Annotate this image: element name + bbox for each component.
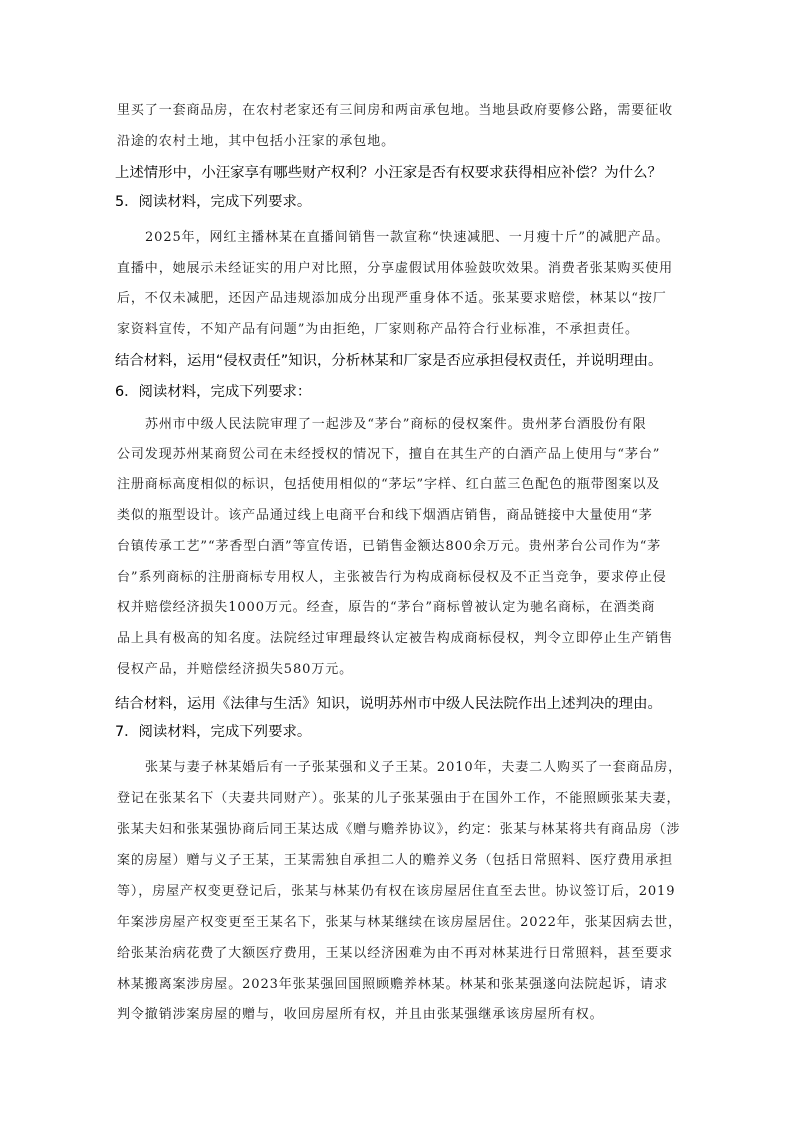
- material-line: 判令撤销涉案房屋的赠与，收回房屋所有权，并且由张某强继承该房屋所有权。: [117, 1007, 604, 1022]
- material-line: 权并赔偿经济损失1000万元。经查，原告的“茅台”商标曾被认定为驰名商标，在酒类商: [117, 600, 656, 615]
- question-heading: 6．阅读材料，完成下列要求：: [115, 384, 312, 400]
- material-line: 公司发现苏州某商贸公司在未经授权的情况下，擅自在其生产的白酒产品上使用与“茅台”: [117, 447, 661, 462]
- question-heading: 7．阅读材料，完成下列要求。: [115, 724, 312, 740]
- material-line: 林某搬离案涉房屋。2023年张某强回国照顾赡养林某。林某和张某强遂向法院起诉，请求: [117, 977, 668, 992]
- question-prompt: 上述情形中，小汪家享有哪些财产权利？小汪家是否有权要求获得相应补偿？为什么？: [115, 165, 662, 181]
- material-line: 张某与妻子林某婚后有一子张某强和义子王某。2010年，夫妻二人购买了一套商品房，: [145, 760, 683, 775]
- question-prompt: 结合材料，运用“侵权责任”知识，分析林某和厂家是否应承担侵权责任，并说明理由。: [115, 353, 663, 369]
- material-line: 里买了一套商品房，在农村老家还有三间房和两亩承包地。当地县政府要修公路，需要征收: [117, 103, 674, 118]
- material-line: 侵权产品，并赔偿经济损失580万元。: [117, 662, 354, 677]
- material-line: 苏州市中级人民法院审理了一起涉及“茅台”商标的侵权案件。贵州茅台酒股份有限: [145, 417, 647, 432]
- material-line: 台镇传承工艺”“茅香型白酒”等宣传语，已销售金额达800余万元。贵州茅台公司作为“茅: [117, 539, 662, 554]
- material-line: 家资料宣传，不知产品有问题”为由拒绝，厂家则称产品符合行业标准，不承担责任。: [117, 322, 639, 337]
- material-line: 注册商标高度相似的标识，包括使用相似的“茅坛”字样、红白蓝三色配色的瓶带图案以及: [117, 477, 661, 492]
- material-line: 品上具有极高的知名度。法院经过审理最终认定被告构成商标侵权，判令立即停止生产销售: [117, 631, 674, 646]
- material-line: 沿途的农村土地，其中包括小汪家的承包地。: [117, 134, 396, 149]
- material-line: 给张某治病花费了大额医疗费用，王某以经济困难为由不再对林某进行日常照料，甚至要求: [117, 946, 674, 961]
- question-heading: 5．阅读材料，完成下列要求。: [115, 194, 312, 210]
- material-line: 登记在张某名下（夫妻共同财产）。张某的儿子张某强由于在国外工作，不能照顾张某夫妻，: [117, 791, 681, 806]
- question-prompt: 结合材料，运用《法律与生活》知识，说明苏州市中级人民法院作出上述判决的理由。: [115, 696, 662, 712]
- material-line: 等），房屋产权变更登记后，张某与林某仍有权在该房屋居住直至去世。协议签订后，2019: [117, 884, 676, 899]
- material-line: 直播中，她展示未经证实的用户对比照，分享虚假试用体验鼓吹效果。消费者张某购买使用: [117, 261, 674, 276]
- material-line: 年案涉房屋产权变更至王某名下，张某与林某继续在该房屋居住。2022年，张某因病去世，: [117, 915, 682, 930]
- material-line: 台”系列商标的注册商标专用权人，主张被告行为构成商标侵权及不正当竞争，要求停止侵: [117, 570, 667, 585]
- material-line: 2025年，网红主播林某在直播间销售一款宣称“快速减肥、一月瘦十斤”的减肥产品。: [145, 230, 670, 245]
- material-line: 后，不仅未减肥，还因产品违规添加成分出现严重身体不适。张某要求赔偿，林某以“按厂: [117, 291, 667, 306]
- material-line: 张某夫妇和张某强协商后同王某达成《赠与赡养协议》，约定：张某与林某将共有商品房（涉: [117, 822, 681, 837]
- material-line: 类似的瓶型设计。该产品通过线上电商平台和线下烟酒店销售，商品链接中大量使用“茅: [117, 508, 653, 523]
- material-line: 案的房屋）赠与义子王某，王某需独自承担二人的赡养义务（包括日常照料、医疗费用承担: [117, 853, 674, 868]
